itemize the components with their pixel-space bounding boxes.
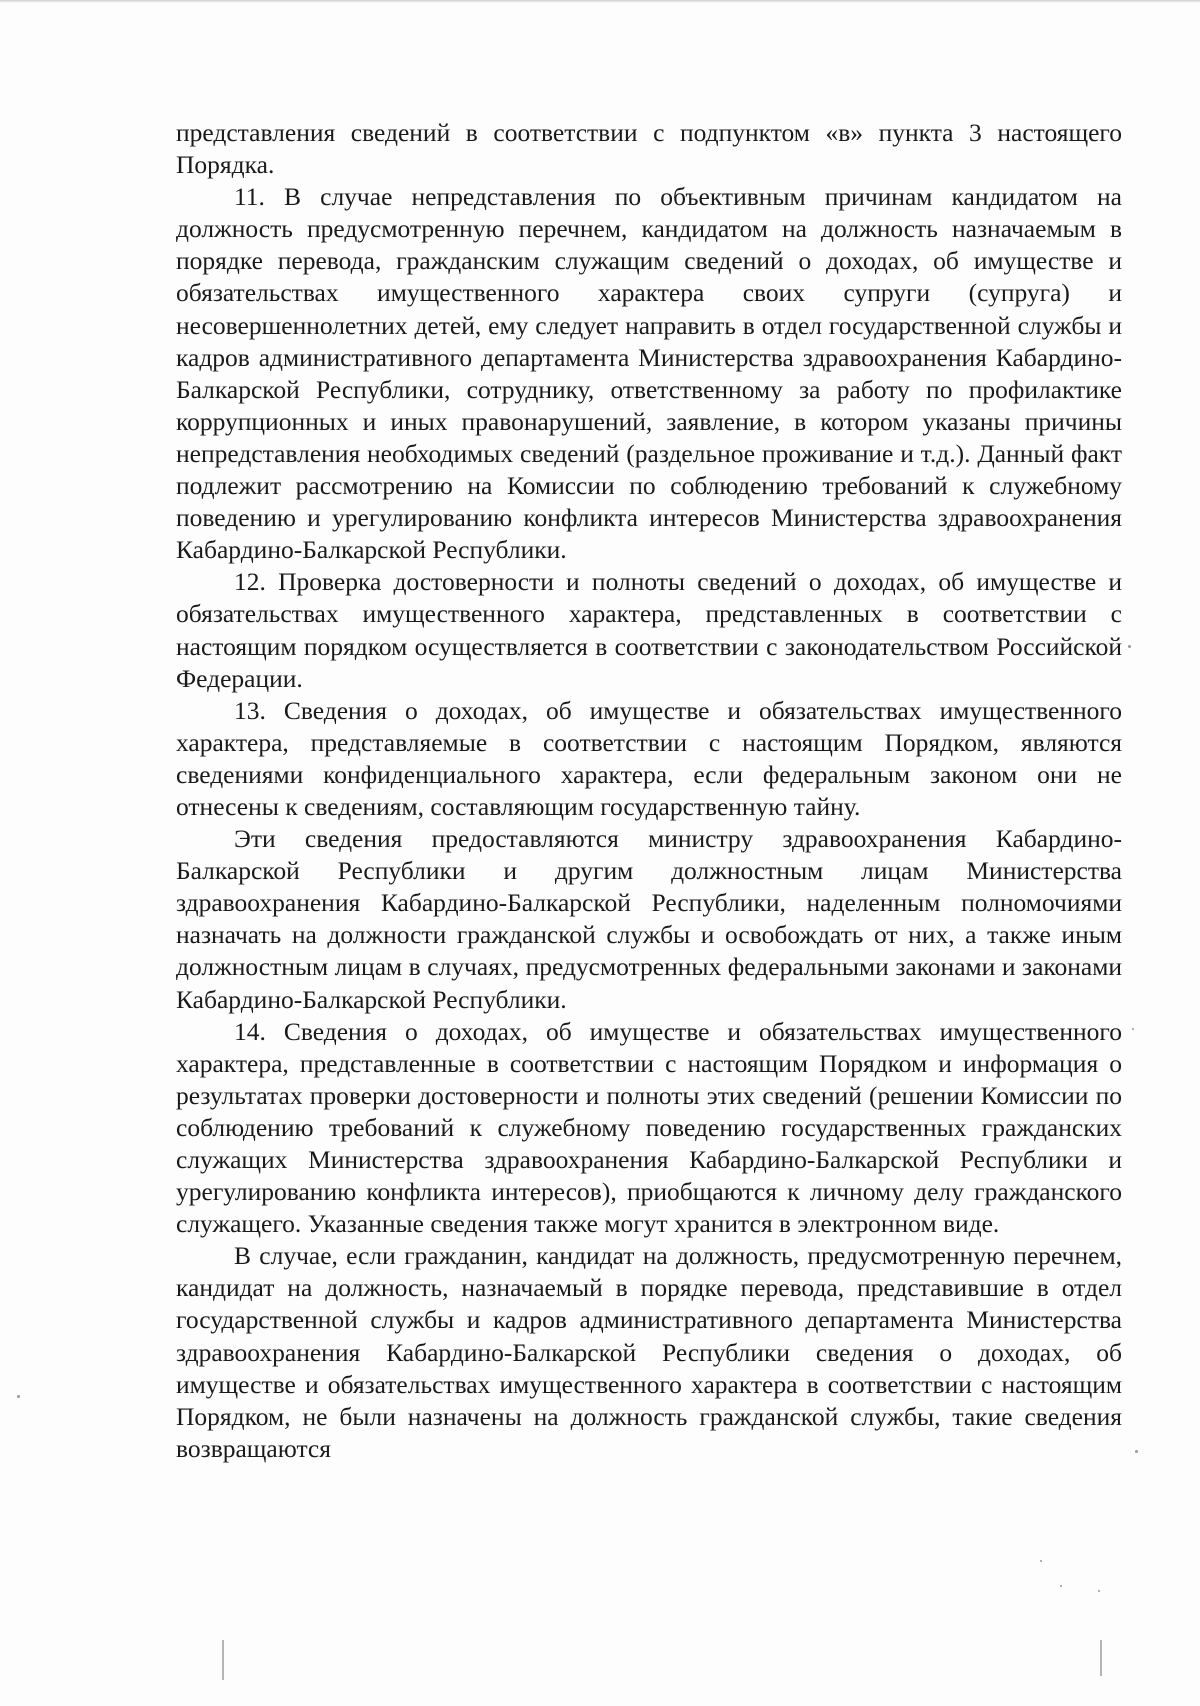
paragraph-item-12: 12. Проверка достоверности и полноты сведений о доходах, об имуществе и обязательствах имущественного характера, представленных в соответствии с настоящим порядком осуществляется в соответствии с законодательством Российской Федерации.	[176, 567, 1122, 693]
paragraph-item-14: 14. Сведения о доходах, об имуществе и обязательствах имущественного характера, представленные в соответствии с настоящим Порядком и информация о результатах проверки достоверности и полноты этих сведений (решении Комиссии по соблюдению требований к служебному поведению государственных гражданских служащих Министерства здравоохранения Кабардино-Балкарской Республики и урегулированию конфликта интересов), приобщаются к личному делу гражданского служащего. Указанные сведения также могут хранится в электронном виде.	[176, 1016, 1122, 1239]
document-body	[176, 117, 1122, 1465]
scan-speck	[1060, 1585, 1062, 1587]
paragraph-item-14-continued: В случае, если гражданин, кандидат на должность, предусмотренную перечнем, кандидат на должность, назначаемый в порядке перевода, представившие в отдел государственной службы и кадров административного департамента Министерства здравоохранения Кабардино-Балкарской Республики сведения о доходах, об имуществе и обязательствах имущественного характера в соответствии с настоящим Порядком, не были назначены на должность гражданской службы, такие сведения возвращаются	[176, 1241, 1122, 1463]
scan-speck	[1132, 1028, 1134, 1030]
scan-speck	[17, 1395, 20, 1398]
scan-speck	[1135, 1450, 1138, 1453]
scan-speck	[1040, 1560, 1042, 1562]
paragraph-item-11: 11. В случае непредставления по объективным причинам кандидатом на должность предусмотренную перечнем, кандидатом на должность назначаемым в порядке перевода, гражданским служащим сведений о доходах, об имуществе и обязательствах имущественного характера своих супруги (супруга) и несовершеннолетних детей, ему следует направить в отдел государственной службы и кадров административного департамента Министерства здравоохранения Кабардино-Балкарской Республики, сотруднику, ответственному за работу по профилактике коррупционных и иных правонарушений, заявление, в котором указаны причины непредставления необходимых сведений (раздельное проживание и т.д.). Данный факт подлежит рассмотрению на Комиссии по соблюдению требований к служебному поведению и урегулированию конфликта интересов Министерства здравоохранения Кабардино-Балкарской Республики.	[176, 182, 1122, 565]
paragraph-item-13-continued: Эти сведения предоставляются министру здравоохранения Кабардино-Балкарской Республики и другим должностным лицам Министерства здравоохранения Кабардино-Балкарской Республики, наделенным полномочиями назначать на должности гражданской службы и освобождать от них, а также иным должностным лицам в случаях, предусмотренных федеральными законами и законами Кабардино-Балкарской Республики.	[176, 824, 1122, 1014]
paragraph-item-13: 13. Сведения о доходах, об имуществе и обязательствах имущественного характера, представляемые в соответствии с настоящим Порядком, являются сведениями конфиденциального характера, если федеральным законом они не отнесены к сведениям, составляющим государственную тайну.	[176, 695, 1122, 821]
scan-edge-mark	[222, 1640, 224, 1680]
scan-speck	[1098, 1590, 1100, 1592]
scan-speck	[1128, 645, 1131, 648]
paragraph-continuation: представления сведений в соответствии с подпунктом «в» пункта 3 настоящего Порядка.	[176, 118, 1122, 180]
scan-edge-shadow	[0, 0, 1200, 3]
scan-edge-mark	[1100, 1640, 1102, 1676]
